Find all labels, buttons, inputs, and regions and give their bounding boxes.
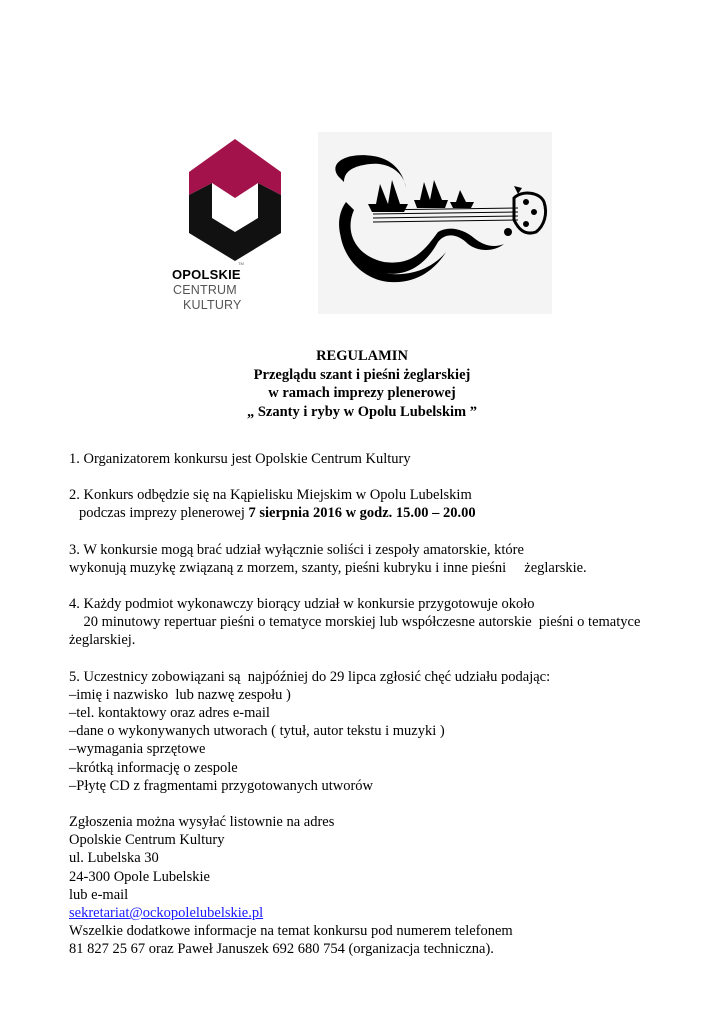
item-4-line-1: 4. Każdy podmiot wykonawczy biorący udział w konkursie przygotowuje około — [69, 596, 535, 613]
contact-city: 24-300 Opole Lubelskie — [69, 868, 210, 885]
document-header — [0, 347, 724, 421]
list-item: –imię i nazwisko lub nazwę zespołu ) — [69, 686, 291, 703]
logo-text-opolskie: OPOLSKIE — [172, 267, 241, 282]
contact-intro: Zgłoszenia można wysyłać listownie na adres — [69, 814, 335, 831]
regulations-body — [69, 450, 669, 959]
item-3-line-2: wykonują muzykę związaną z morzem, szanty, pieśni kubryku i inne pieśni żeglarskie. — [69, 559, 587, 576]
contact-info: Wszelkie dodatkowe informacje na temat konkursu pod numerem telefonem — [69, 923, 513, 940]
event-date: 7 sierpnia 2016 w godz. 15.00 – 20.00 — [248, 505, 476, 522]
ock-logo — [172, 135, 295, 315]
guitar-ships-logo — [318, 132, 552, 314]
document-title: REGULAMIN — [316, 348, 408, 364]
list-item: –krótką informację o zespole — [69, 759, 238, 776]
document-subtitle-2: w ramach imprezy plenerowej — [268, 385, 456, 401]
logo-text-kultury: KULTURY — [183, 298, 242, 312]
event-name: „ Szanty i ryby w Opolu Lubelskim ” — [246, 403, 478, 420]
item-2-line-1: 2. Konkurs odbędzie się na Kąpielisku Miejskim w Opolu Lubelskim — [69, 487, 472, 504]
item-1: 1. Organizatorem konkursu jest Opolskie Centrum Kultury — [69, 451, 411, 467]
list-item: –dane o wykonywanych utworach ( tytuł, autor tekstu i muzyki ) — [69, 723, 445, 740]
item-2-text: podczas imprezy plenerowej — [79, 505, 249, 522]
item-2-line-2 — [69, 504, 669, 522]
list-item: –tel. kontaktowy oraz adres e-mail — [69, 705, 270, 722]
contact-email-link[interactable]: sekretariat@ockopolelubelskie.pl — [69, 905, 264, 922]
contact-email-label: lub e-mail — [69, 886, 129, 903]
contact-phones: 81 827 25 67 oraz Paweł Januszek 692 680 754 (organizacja techniczna). — [69, 941, 494, 958]
item-4-line-3: żeglarskiej. — [69, 632, 136, 649]
list-item: –wymagania sprzętowe — [69, 741, 206, 758]
item-3-line-1: 3. W konkursie mogą brać udział wyłącznie soliści i zespoły amatorskie, które — [69, 541, 524, 558]
contact-street: ul. Lubelska 30 — [69, 850, 159, 867]
guitar-with-ships-icon — [318, 132, 552, 314]
logo-text-centrum: CENTRUM — [173, 283, 237, 297]
item-4-line-2: 20 minutowy repertuar pieśni o tematyce morskiej lub współczesne autorskie pieśni o tematyce — [69, 614, 641, 631]
logo-tm: TM — [238, 261, 244, 266]
contact-org: Opolskie Centrum Kultury — [69, 832, 225, 849]
document-subtitle: Przeglądu szant i pieśni żeglarskiej — [253, 366, 471, 383]
list-item: –Płytę CD z fragmentami przygotowanych utworów — [69, 777, 374, 794]
item-5-line-1: 5. Uczestnicy zobowiązani są najpóźniej do 29 lipca zgłosić chęć udziału podając: — [69, 668, 551, 685]
